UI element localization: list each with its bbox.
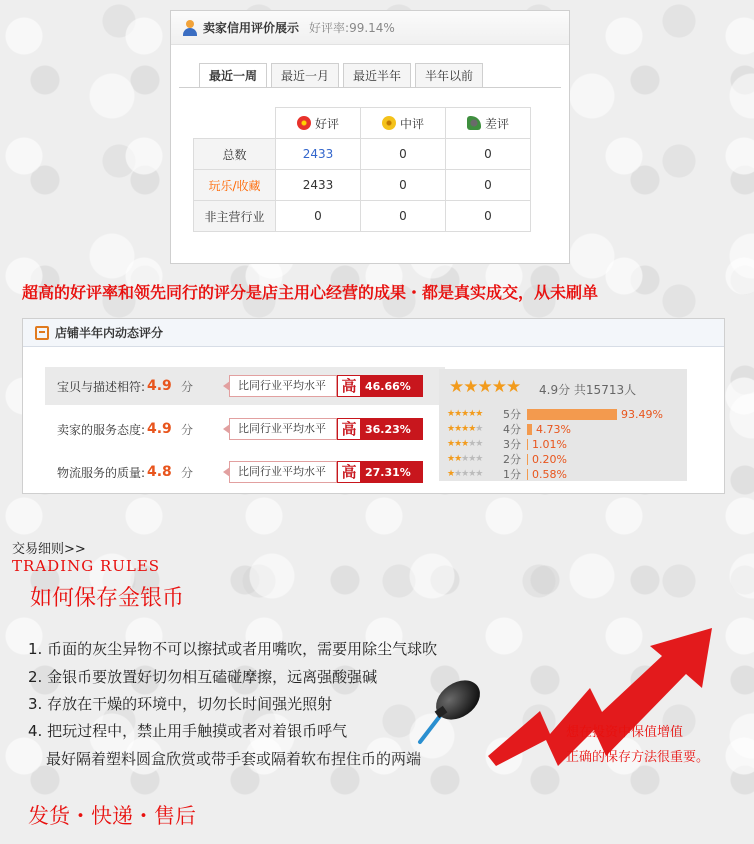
high-badge (337, 418, 423, 440)
dsr-unit: 分 (181, 422, 194, 437)
dsr-score: 4.9 (147, 378, 172, 394)
tab-last-half-year[interactable]: 最近半年 (343, 63, 411, 87)
rule-item: 2. 金银币要放置好切勿相互磕碰摩擦，远离强酸强碱 (28, 668, 378, 686)
rule-item: 4. 把玩过程中，禁止用手触摸或者对着银币呼气 (28, 722, 348, 740)
cell-neutral: 0 (361, 170, 446, 201)
yellow-flower-icon (382, 116, 396, 130)
distribution-pct: 1.01% (532, 437, 567, 451)
dust-blower-icon (410, 668, 490, 748)
table-row (194, 201, 531, 232)
star-icon: ★★★★★ (447, 439, 483, 449)
cell-good: 0 (276, 201, 361, 232)
dsr-score: 4.8 (147, 464, 172, 480)
summary-stars: ★★★★★ (449, 377, 521, 397)
dsr-label: 物流服务的质量: (57, 465, 146, 480)
shipping-title: 发货・快递・售后 (28, 804, 196, 828)
dsr-row-service (45, 410, 445, 448)
compare-label: 比同行业平均水平 (229, 418, 337, 440)
dsr-title: 店铺半年内动态评分 (55, 326, 164, 340)
distribution-label: 5分 (503, 408, 521, 421)
distribution-row (447, 407, 663, 421)
dsr-panel (22, 318, 725, 494)
rate-label: 好评率: (309, 21, 350, 35)
table-corner (194, 108, 276, 139)
period-tabs (199, 63, 487, 88)
tab-divider (179, 87, 561, 88)
cell-good: 2433 (276, 170, 361, 201)
col-neutral: 中评 (361, 108, 446, 139)
distribution-bar (527, 424, 532, 435)
wilted-flower-icon (467, 116, 481, 130)
distribution-row (447, 422, 571, 436)
credit-panel (170, 10, 570, 264)
invest-note (566, 720, 709, 770)
summary-text (539, 381, 636, 398)
promo-text: 超高的好评率和领先同行的评分是店主用心经营的成果・都是真实成交，从未刷单 (22, 283, 599, 302)
distribution-label: 4分 (503, 423, 521, 436)
credit-table (193, 107, 531, 232)
col-good: 好评 (276, 108, 361, 139)
summary-total: 共15713人 (573, 383, 637, 397)
summary-score: 4.9分 (539, 383, 571, 397)
distribution-pct: 93.49% (621, 407, 663, 421)
distribution-bar (527, 439, 528, 450)
credit-header (171, 11, 569, 45)
dsr-row-logistics (45, 453, 445, 491)
high-char: 高 (338, 462, 360, 482)
distribution-bar (527, 469, 528, 480)
distribution-row (447, 452, 567, 466)
trading-title-cn: 交易细则>> (12, 542, 86, 557)
row-label-link[interactable]: 玩乐/收藏 (194, 170, 276, 201)
high-pct: 27.31% (365, 465, 411, 479)
cell-neutral: 0 (361, 201, 446, 232)
distribution-pct: 0.58% (532, 467, 567, 481)
rule-item: 1. 币面的灰尘异物不可以擦拭或者用嘴吹，需要用除尘气球吹 (28, 640, 438, 658)
rule-item: 3. 存放在干燥的环境中，切勿长时间强光照射 (28, 695, 333, 713)
cell-bad: 0 (446, 139, 531, 170)
high-pct: 46.66% (365, 379, 411, 393)
credit-title: 卖家信用评价展示 (203, 21, 300, 35)
row-label: 总数 (194, 139, 276, 170)
compare-label: 比同行业平均水平 (229, 375, 337, 397)
row-label: 非主营行业 (194, 201, 276, 232)
dsr-label: 卖家的服务态度: (57, 422, 146, 437)
dsr-unit: 分 (181, 465, 194, 480)
dsr-score: 4.9 (147, 421, 172, 437)
distribution-bar (527, 454, 528, 465)
rating-distribution (439, 369, 687, 481)
rule-item: 最好隔着塑料圆盒欣赏或带手套或隔着软布捏住币的两端 (46, 750, 422, 768)
dsr-unit: 分 (181, 379, 194, 394)
high-char: 高 (338, 376, 360, 396)
red-flower-icon (297, 116, 311, 130)
high-badge (337, 461, 423, 483)
high-badge (337, 375, 423, 397)
table-row (194, 170, 531, 201)
invest-note-line1: 想在投资中保值增值 (566, 725, 684, 740)
dsr-scores (45, 367, 445, 497)
cell-bad: 0 (446, 170, 531, 201)
high-pct: 36.23% (365, 422, 411, 436)
tab-before-half-year[interactable]: 半年以前 (415, 63, 483, 87)
invest-note-line2: 正确的保存方法很重要。 (566, 750, 710, 765)
user-icon (183, 20, 197, 36)
trading-title-en: TRADING RULES (12, 557, 161, 575)
compare-label: 比同行业平均水平 (229, 461, 337, 483)
table-row (194, 139, 531, 170)
distribution-pct: 0.20% (532, 452, 567, 466)
rate-value: 99.14% (349, 20, 395, 35)
distribution-bar (527, 409, 617, 420)
save-title: 如何保存金银币 (30, 586, 185, 611)
tab-last-week[interactable]: 最近一周 (199, 63, 267, 88)
cell-good-link[interactable]: 2433 (276, 139, 361, 170)
cell-neutral: 0 (361, 139, 446, 170)
distribution-label: 3分 (503, 438, 521, 451)
star-icon: ★★★★★ (447, 409, 483, 419)
star-icon: ★★★★★ (447, 469, 483, 479)
tab-last-month[interactable]: 最近一月 (271, 63, 339, 87)
calendar-icon (35, 326, 49, 340)
star-icon: ★★★★★ (447, 424, 483, 434)
distribution-pct: 4.73% (536, 422, 571, 436)
distribution-row (447, 437, 567, 451)
col-bad: 差评 (446, 108, 531, 139)
distribution-row (447, 467, 567, 481)
dsr-label: 宝贝与描述相符: (57, 379, 146, 394)
cell-bad: 0 (446, 201, 531, 232)
high-char: 高 (338, 419, 360, 439)
dsr-header (23, 319, 724, 347)
distribution-label: 2分 (503, 453, 521, 466)
dsr-row-description (45, 367, 445, 405)
star-icon: ★★★★★ (447, 454, 483, 464)
distribution-label: 1分 (503, 468, 521, 481)
